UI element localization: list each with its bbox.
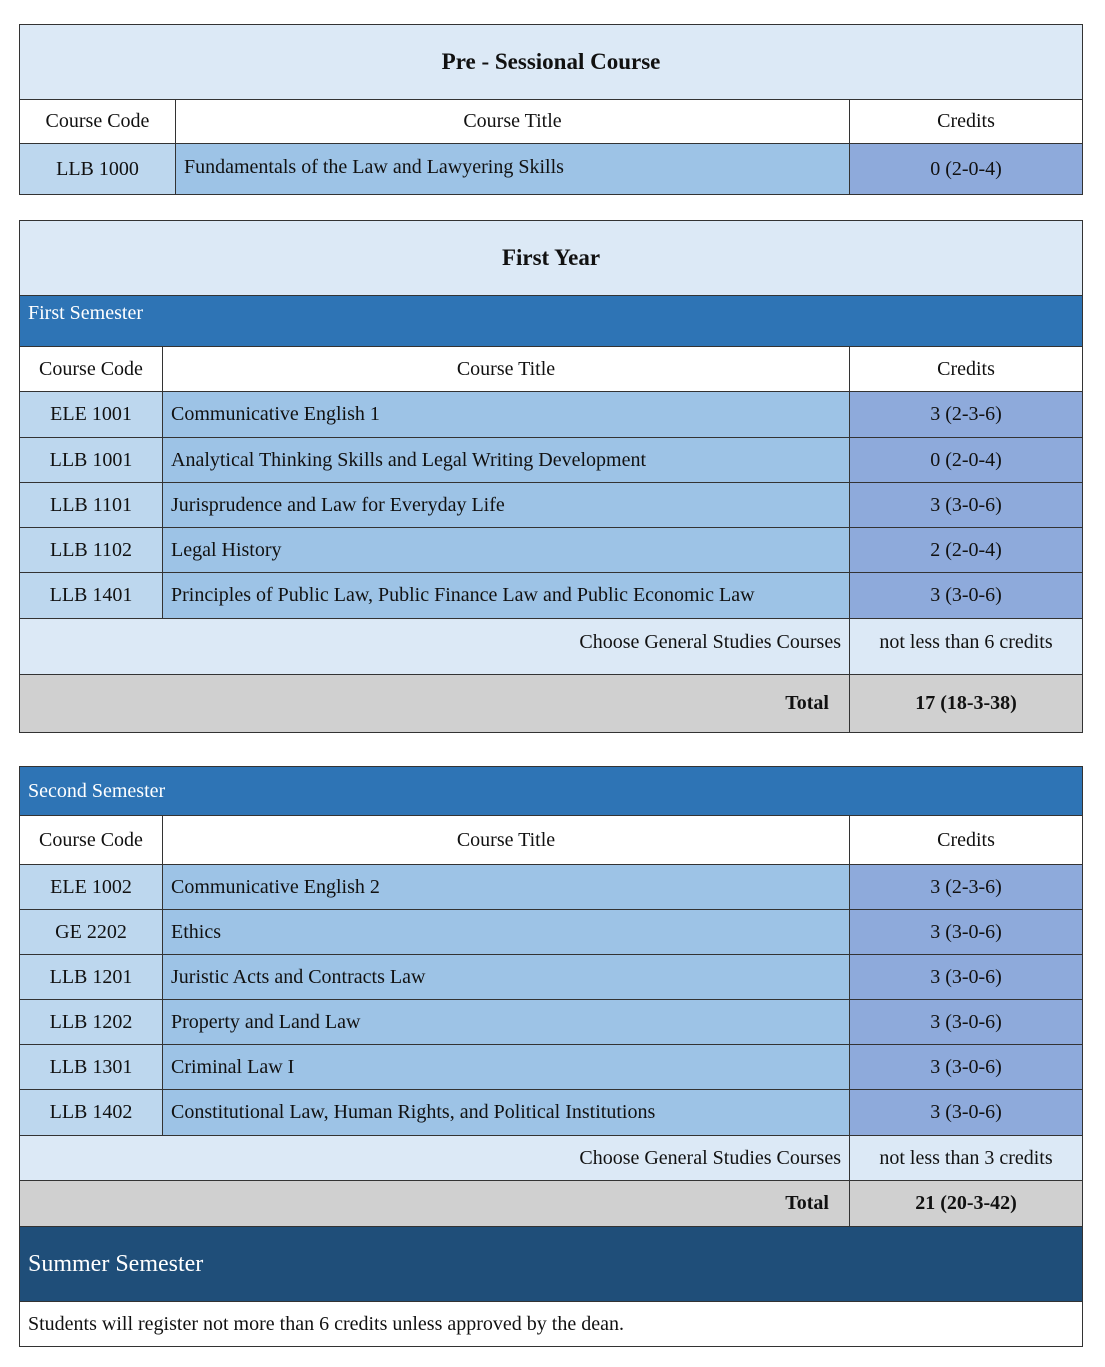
second-semester-title: Second Semester (20, 767, 1083, 816)
course-code: LLB 1102 (20, 528, 163, 573)
course-credits: 3 (3-0-6) (850, 910, 1083, 955)
course-title: Jurisprudence and Law for Everyday Life (163, 483, 850, 528)
course-code: LLB 1001 (20, 438, 163, 483)
course-credits: 3 (3-0-6) (850, 573, 1083, 619)
summer-semester-title: Summer Semester (20, 1227, 1083, 1302)
course-credits: 3 (3-0-6) (850, 1045, 1083, 1090)
course-title: Communicative English 1 (163, 392, 850, 438)
table-row (20, 573, 1083, 619)
course-code: LLB 1401 (20, 573, 163, 619)
total-value: 17 (18-3-38) (850, 675, 1083, 733)
pre-sessional-table (19, 24, 1083, 195)
course-code: LLB 1101 (20, 483, 163, 528)
table-row (20, 438, 1083, 483)
col-header-credits: Credits (850, 816, 1083, 865)
course-credits: 2 (2-0-4) (850, 528, 1083, 573)
general-studies-value: not less than 6 credits (850, 619, 1083, 675)
course-code: LLB 1201 (20, 955, 163, 1000)
pre-sessional-title: Pre - Sessional Course (20, 25, 1083, 100)
col-header-code: Course Code (20, 347, 163, 392)
table-row (20, 1000, 1083, 1045)
table-row (20, 1045, 1083, 1090)
total-label: Total (20, 1181, 850, 1227)
course-code: ELE 1002 (20, 865, 163, 910)
course-code: LLB 1000 (20, 144, 176, 195)
course-title: Criminal Law I (163, 1045, 850, 1090)
general-studies-label: Choose General Studies Courses (20, 1136, 850, 1181)
summer-semester-note: Students will register not more than 6 credits unless approved by the dean. (20, 1302, 1083, 1347)
first-year-table (19, 220, 1083, 733)
table-row (20, 1090, 1083, 1136)
course-code: LLB 1301 (20, 1045, 163, 1090)
general-studies-value: not less than 3 credits (850, 1136, 1083, 1181)
course-title: Analytical Thinking Skills and Legal Writing Development (163, 438, 850, 483)
col-header-code: Course Code (20, 100, 176, 144)
first-semester-title: First Semester (20, 296, 1083, 347)
course-code: GE 2202 (20, 910, 163, 955)
course-credits: 3 (3-0-6) (850, 1000, 1083, 1045)
col-header-title: Course Title (163, 816, 850, 865)
col-header-credits: Credits (850, 100, 1083, 144)
course-code: LLB 1402 (20, 1090, 163, 1136)
course-credits: 3 (2-3-6) (850, 392, 1083, 438)
course-credits: 3 (3-0-6) (850, 1090, 1083, 1136)
table-row (20, 955, 1083, 1000)
col-header-code: Course Code (20, 816, 163, 865)
general-studies-label: Choose General Studies Courses (20, 619, 850, 675)
col-header-title: Course Title (163, 347, 850, 392)
table-row (20, 910, 1083, 955)
second-semester-table (19, 766, 1083, 1347)
course-title: Juristic Acts and Contracts Law (163, 955, 850, 1000)
course-title: Principles of Public Law, Public Finance Law and Public Economic Law (163, 573, 850, 619)
course-title: Fundamentals of the Law and Lawyering Skills (176, 144, 850, 195)
table-row (20, 483, 1083, 528)
course-credits: 3 (3-0-6) (850, 483, 1083, 528)
total-value: 21 (20-3-42) (850, 1181, 1083, 1227)
col-header-title: Course Title (176, 100, 850, 144)
first-year-title: First Year (20, 221, 1083, 296)
course-credits: 3 (2-3-6) (850, 865, 1083, 910)
course-title: Property and Land Law (163, 1000, 850, 1045)
course-credits: 0 (2-0-4) (850, 438, 1083, 483)
table-row (20, 144, 1083, 195)
total-label: Total (20, 675, 850, 733)
table-row (20, 865, 1083, 910)
course-code: ELE 1001 (20, 392, 163, 438)
course-title: Communicative English 2 (163, 865, 850, 910)
course-title: Constitutional Law, Human Rights, and Political Institutions (163, 1090, 850, 1136)
course-title: Legal History (163, 528, 850, 573)
col-header-credits: Credits (850, 347, 1083, 392)
course-credits: 0 (2-0-4) (850, 144, 1083, 195)
table-row (20, 528, 1083, 573)
table-row (20, 392, 1083, 438)
course-credits: 3 (3-0-6) (850, 955, 1083, 1000)
course-title: Ethics (163, 910, 850, 955)
course-code: LLB 1202 (20, 1000, 163, 1045)
